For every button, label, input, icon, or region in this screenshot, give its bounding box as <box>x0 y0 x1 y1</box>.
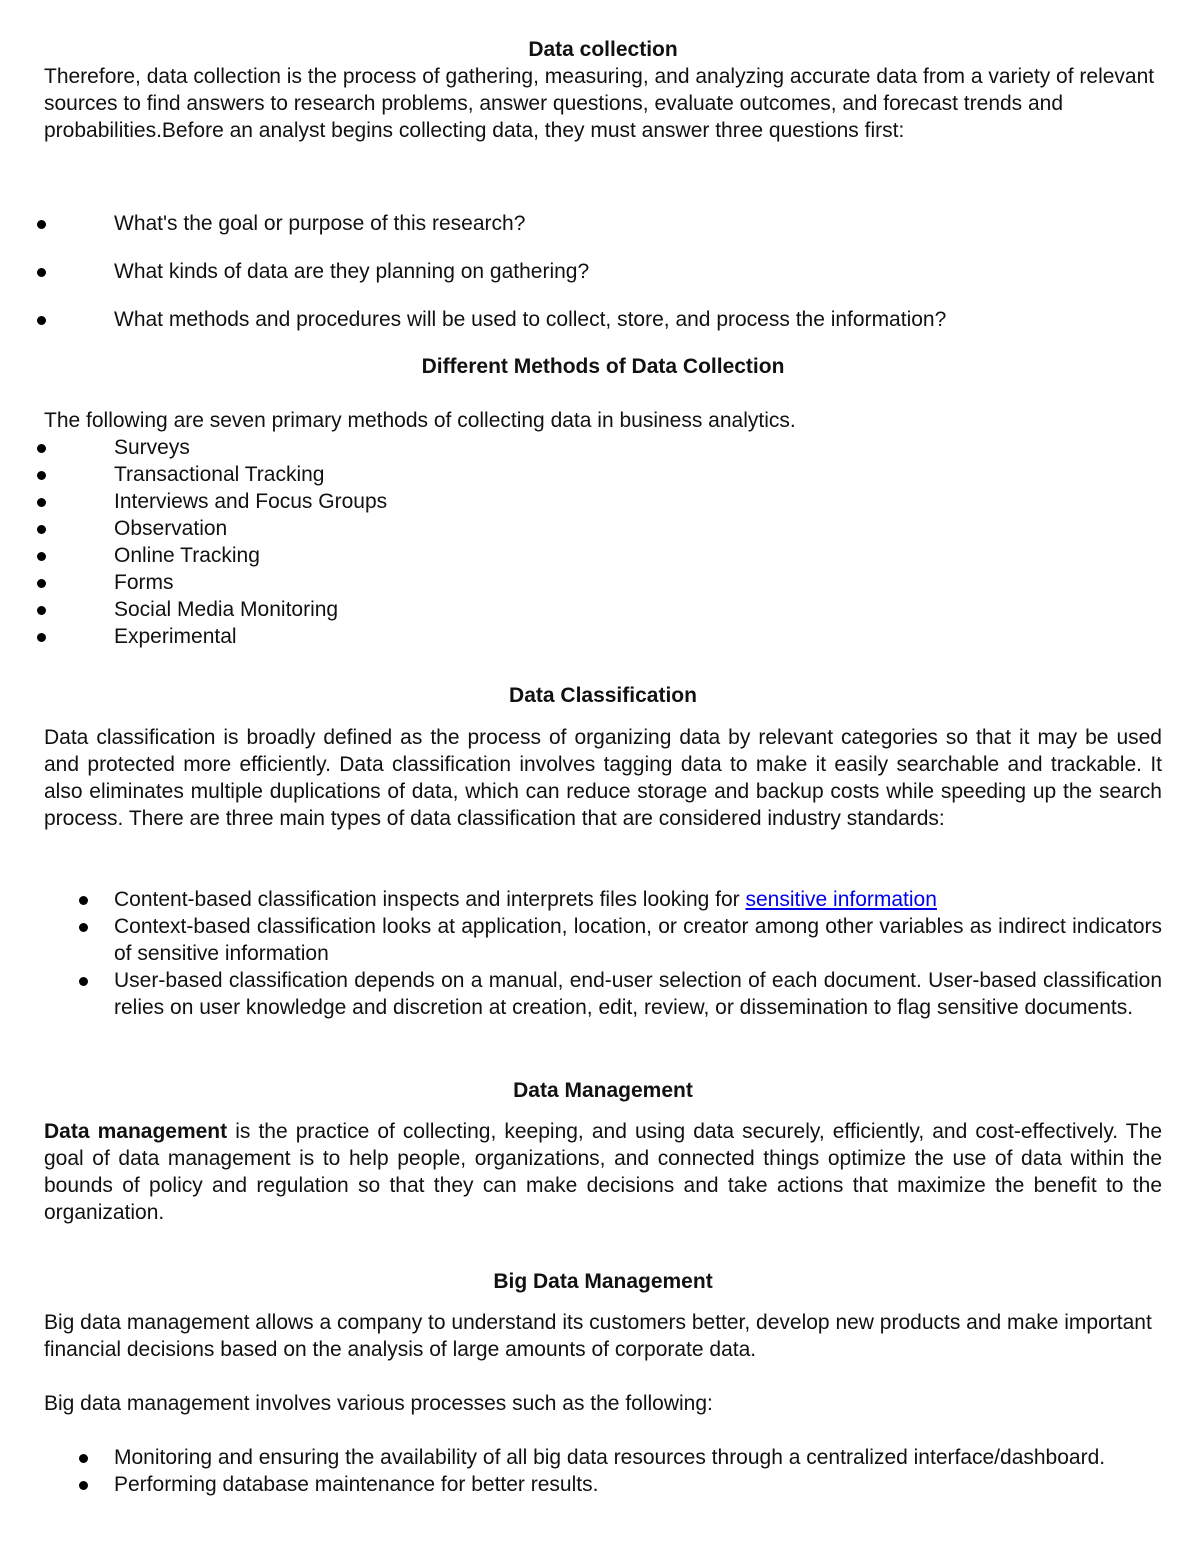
classification-types-list <box>0 886 1162 1021</box>
bullet-icon <box>37 525 46 534</box>
bullet-icon <box>79 1481 88 1490</box>
sensitive-information-link[interactable]: sensitive information <box>745 888 937 911</box>
bullet-icon <box>37 498 46 507</box>
methods-list <box>0 434 1162 650</box>
big-data-paragraph-1: Big data management allows a company to understand its customers better, develop new products and make important financial decisions based on the analysis of large amounts of corporate data. <box>44 1311 1152 1361</box>
classification-paragraph: Data classification is broadly defined as the process of organizing data by relevant categories so that it may be used and protected more efficiently. Data classification involves tagging data to make it easily searchable and trackable. It also eliminates multiple duplications of data, which can reduce storage and backup costs while speeding up the search process. There are three main types of data classification that are considered industry standards: <box>44 726 1162 830</box>
heading-big-data-management: Big Data Management <box>493 1270 713 1293</box>
list-item: Performing database maintenance for better results. <box>0 1471 1162 1498</box>
data-management-paragraph: Data management is the practice of collecting, keeping, and using data securely, efficiently, and cost-effectively. The goal of data management is to help people, organizations, and connected things optimize the use of data within the bounds of policy and regulation so that they can make decisions and take actions that maximize the benefit to the organization. <box>44 1120 1162 1224</box>
list-item: Forms <box>0 569 1162 596</box>
list-item: Monitoring and ensuring the availability of all big data resources through a centralized interface/dashboard. <box>0 1444 1162 1471</box>
big-data-paragraph-2: Big data management involves various processes such as the following: <box>44 1392 713 1415</box>
list-item: Transactional Tracking <box>0 461 1162 488</box>
bullet-icon <box>37 444 46 453</box>
list-item: Content-based classification inspects and interprets files looking for sensitive information <box>0 886 1162 913</box>
list-item: Context-based classification looks at application, location, or creator among other variables as indirect indicators of sensitive information <box>0 913 1162 967</box>
data-collection-paragraph: Therefore, data collection is the process of gathering, measuring, and analyzing accurate data from a variety of relevant sources to find answers to research problems, answer questions, evaluate outcomes, and forecast trends and probabilities.Before an analyst begins collecting data, they must answer three questions first: <box>44 65 1155 142</box>
list-item: User-based classification depends on a manual, end-user selection of each document. User-based classification relies on user knowledge and discretion at creation, edit, review, or dissemination to flag sensitive documents. <box>0 967 1162 1021</box>
list-item: Observation <box>0 515 1162 542</box>
list-item: Interviews and Focus Groups <box>0 488 1162 515</box>
list-item: Surveys <box>0 434 1162 461</box>
bullet-icon <box>79 896 88 905</box>
bullet-icon <box>37 552 46 561</box>
data-management-term: Data management <box>44 1120 228 1143</box>
big-data-processes-list <box>0 1444 1162 1498</box>
bullet-icon <box>79 1454 88 1463</box>
list-item: Online Tracking <box>0 542 1162 569</box>
bullet-icon <box>37 316 46 325</box>
heading-data-management: Data Management <box>513 1079 693 1102</box>
heading-data-collection: Data collection <box>528 38 678 61</box>
list-item: What's the goal or purpose of this research? <box>0 210 1162 237</box>
bullet-icon <box>37 471 46 480</box>
bullet-icon <box>37 579 46 588</box>
list-item: What kinds of data are they planning on gathering? <box>0 258 1162 285</box>
list-item: What methods and procedures will be used to collect, store, and process the information? <box>0 306 1162 333</box>
bullet-icon <box>37 220 46 229</box>
heading-data-classification: Data Classification <box>509 684 697 707</box>
bullet-icon <box>37 633 46 642</box>
research-questions-list <box>0 210 1162 354</box>
bullet-icon <box>79 977 88 986</box>
heading-methods: Different Methods of Data Collection <box>421 355 785 378</box>
methods-intro: The following are seven primary methods of collecting data in business analytics. <box>44 409 796 432</box>
bullet-icon <box>37 606 46 615</box>
bullet-icon <box>79 923 88 932</box>
list-item: Experimental <box>0 623 1162 650</box>
bullet-icon <box>37 268 46 277</box>
list-item: Social Media Monitoring <box>0 596 1162 623</box>
